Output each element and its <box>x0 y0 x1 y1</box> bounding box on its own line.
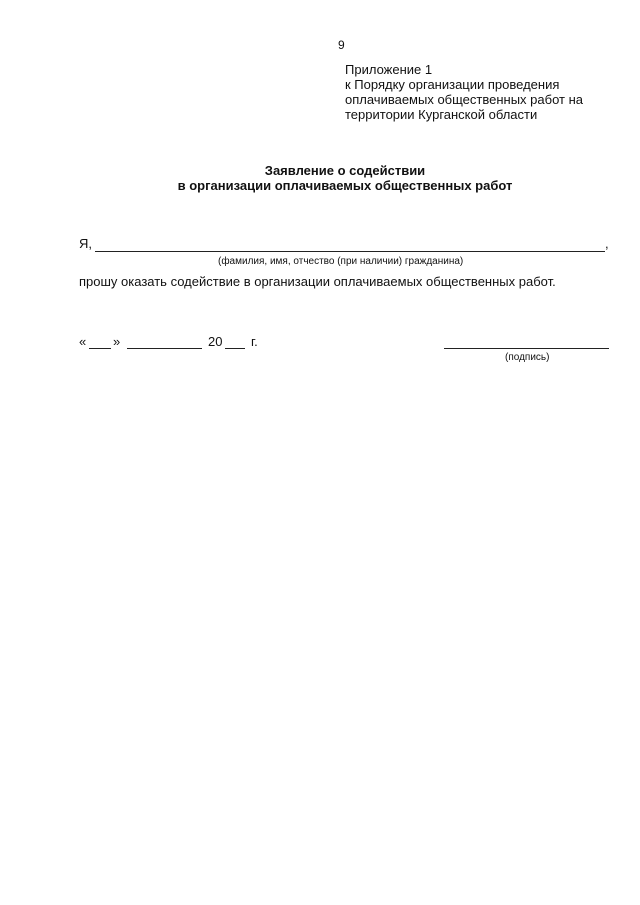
title-line-2: в организации оплачиваемых общественных работ <box>177 178 513 193</box>
appendix-line: к Порядку организации проведения <box>345 77 560 92</box>
request-text: прошу оказать содействие в организации оплачиваемых общественных работ. <box>79 274 556 289</box>
date-day-field[interactable] <box>89 348 111 349</box>
appendix-line: Приложение 1 <box>345 62 433 77</box>
date-open-quote: « <box>79 334 87 349</box>
date-year-field[interactable] <box>225 348 245 349</box>
page-number: 9 <box>338 38 345 52</box>
signature-caption: (подпись) <box>505 352 550 363</box>
applicant-caption: (фамилия, имя, отчество (при наличии) гражданина) <box>218 256 464 267</box>
date-year-prefix: 20 <box>208 334 223 349</box>
signature-field[interactable] <box>444 348 609 349</box>
applicant-name-field[interactable] <box>95 251 605 252</box>
title-line-1: Заявление о содействии <box>264 163 426 178</box>
date-close-quote: » <box>113 334 121 349</box>
appendix-line: оплачиваемых общественных работ на <box>345 92 583 107</box>
document-title <box>0 163 640 193</box>
applicant-prefix: Я, <box>79 236 92 251</box>
date-year-suffix: г. <box>251 334 258 349</box>
appendix-header <box>345 62 583 122</box>
applicant-suffix: , <box>605 236 609 251</box>
date-month-field[interactable] <box>127 348 202 349</box>
appendix-line: территории Курганской области <box>345 107 538 122</box>
